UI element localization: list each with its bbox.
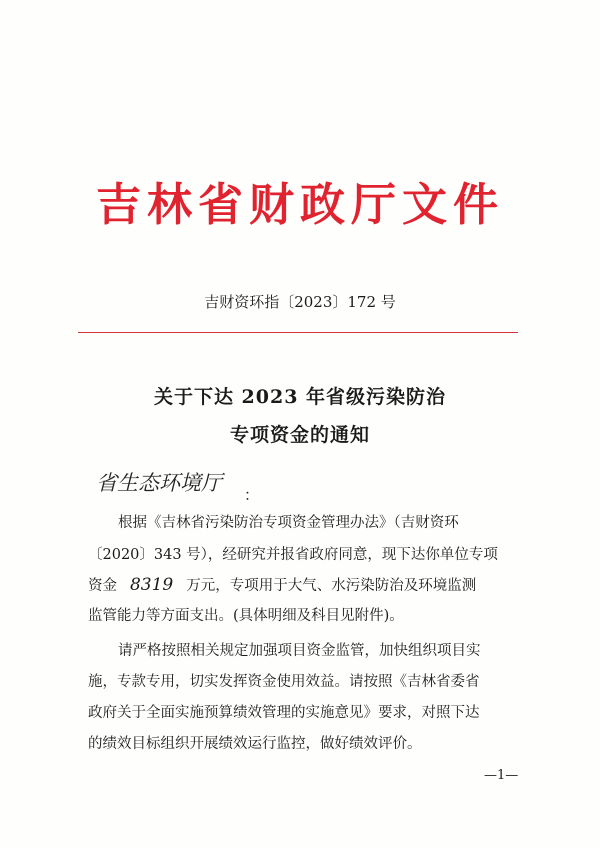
- paragraph-2-line: 请严格按照相关规定加强项目资金监管，加快组织项目实: [118, 643, 481, 659]
- paragraph-2-line: 政府关于全面实施预算绩效管理的实施意见》要求，对照下达: [88, 705, 480, 721]
- document-title-line-1: 关于下达 2023 年省级污染防治: [153, 386, 447, 408]
- paragraph-2-line: 的绩效目标组织开展绩效运行监控，做好绩效评价。: [88, 736, 422, 752]
- handwritten-amount: 8319: [129, 575, 174, 595]
- addressee: 省生态环境厅: [96, 471, 222, 495]
- red-divider: [78, 332, 518, 333]
- issuer-header: 吉林省财政厅文件: [95, 178, 504, 231]
- paragraph-1-line: [88, 575, 528, 596]
- page-number: —1—: [484, 768, 519, 783]
- addressee-colon: ：: [244, 486, 260, 504]
- paragraph-1-line: 〔2020〕343 号），经研究并报省政府同意，现下达你单位专项: [88, 547, 498, 563]
- paragraph-1-line: 监管能力等方面支出。(具体明细及科目见附件)。: [88, 608, 404, 624]
- document-number: 吉财资环指〔2023〕172 号: [204, 293, 396, 311]
- amount-suffix: 万元，专项用于大气、水污染防治及环境监测: [186, 578, 477, 594]
- document-title-line-2: 专项资金的通知: [229, 424, 370, 446]
- paragraph-2-line: 施，专款专用，切实发挥资金使用效益。请按照《吉林省委省: [88, 674, 480, 690]
- amount-prefix: 资金: [88, 578, 117, 594]
- paragraph-1-line: 根据《吉林省污染防治专项资金管理办法》（吉财资环: [118, 515, 459, 531]
